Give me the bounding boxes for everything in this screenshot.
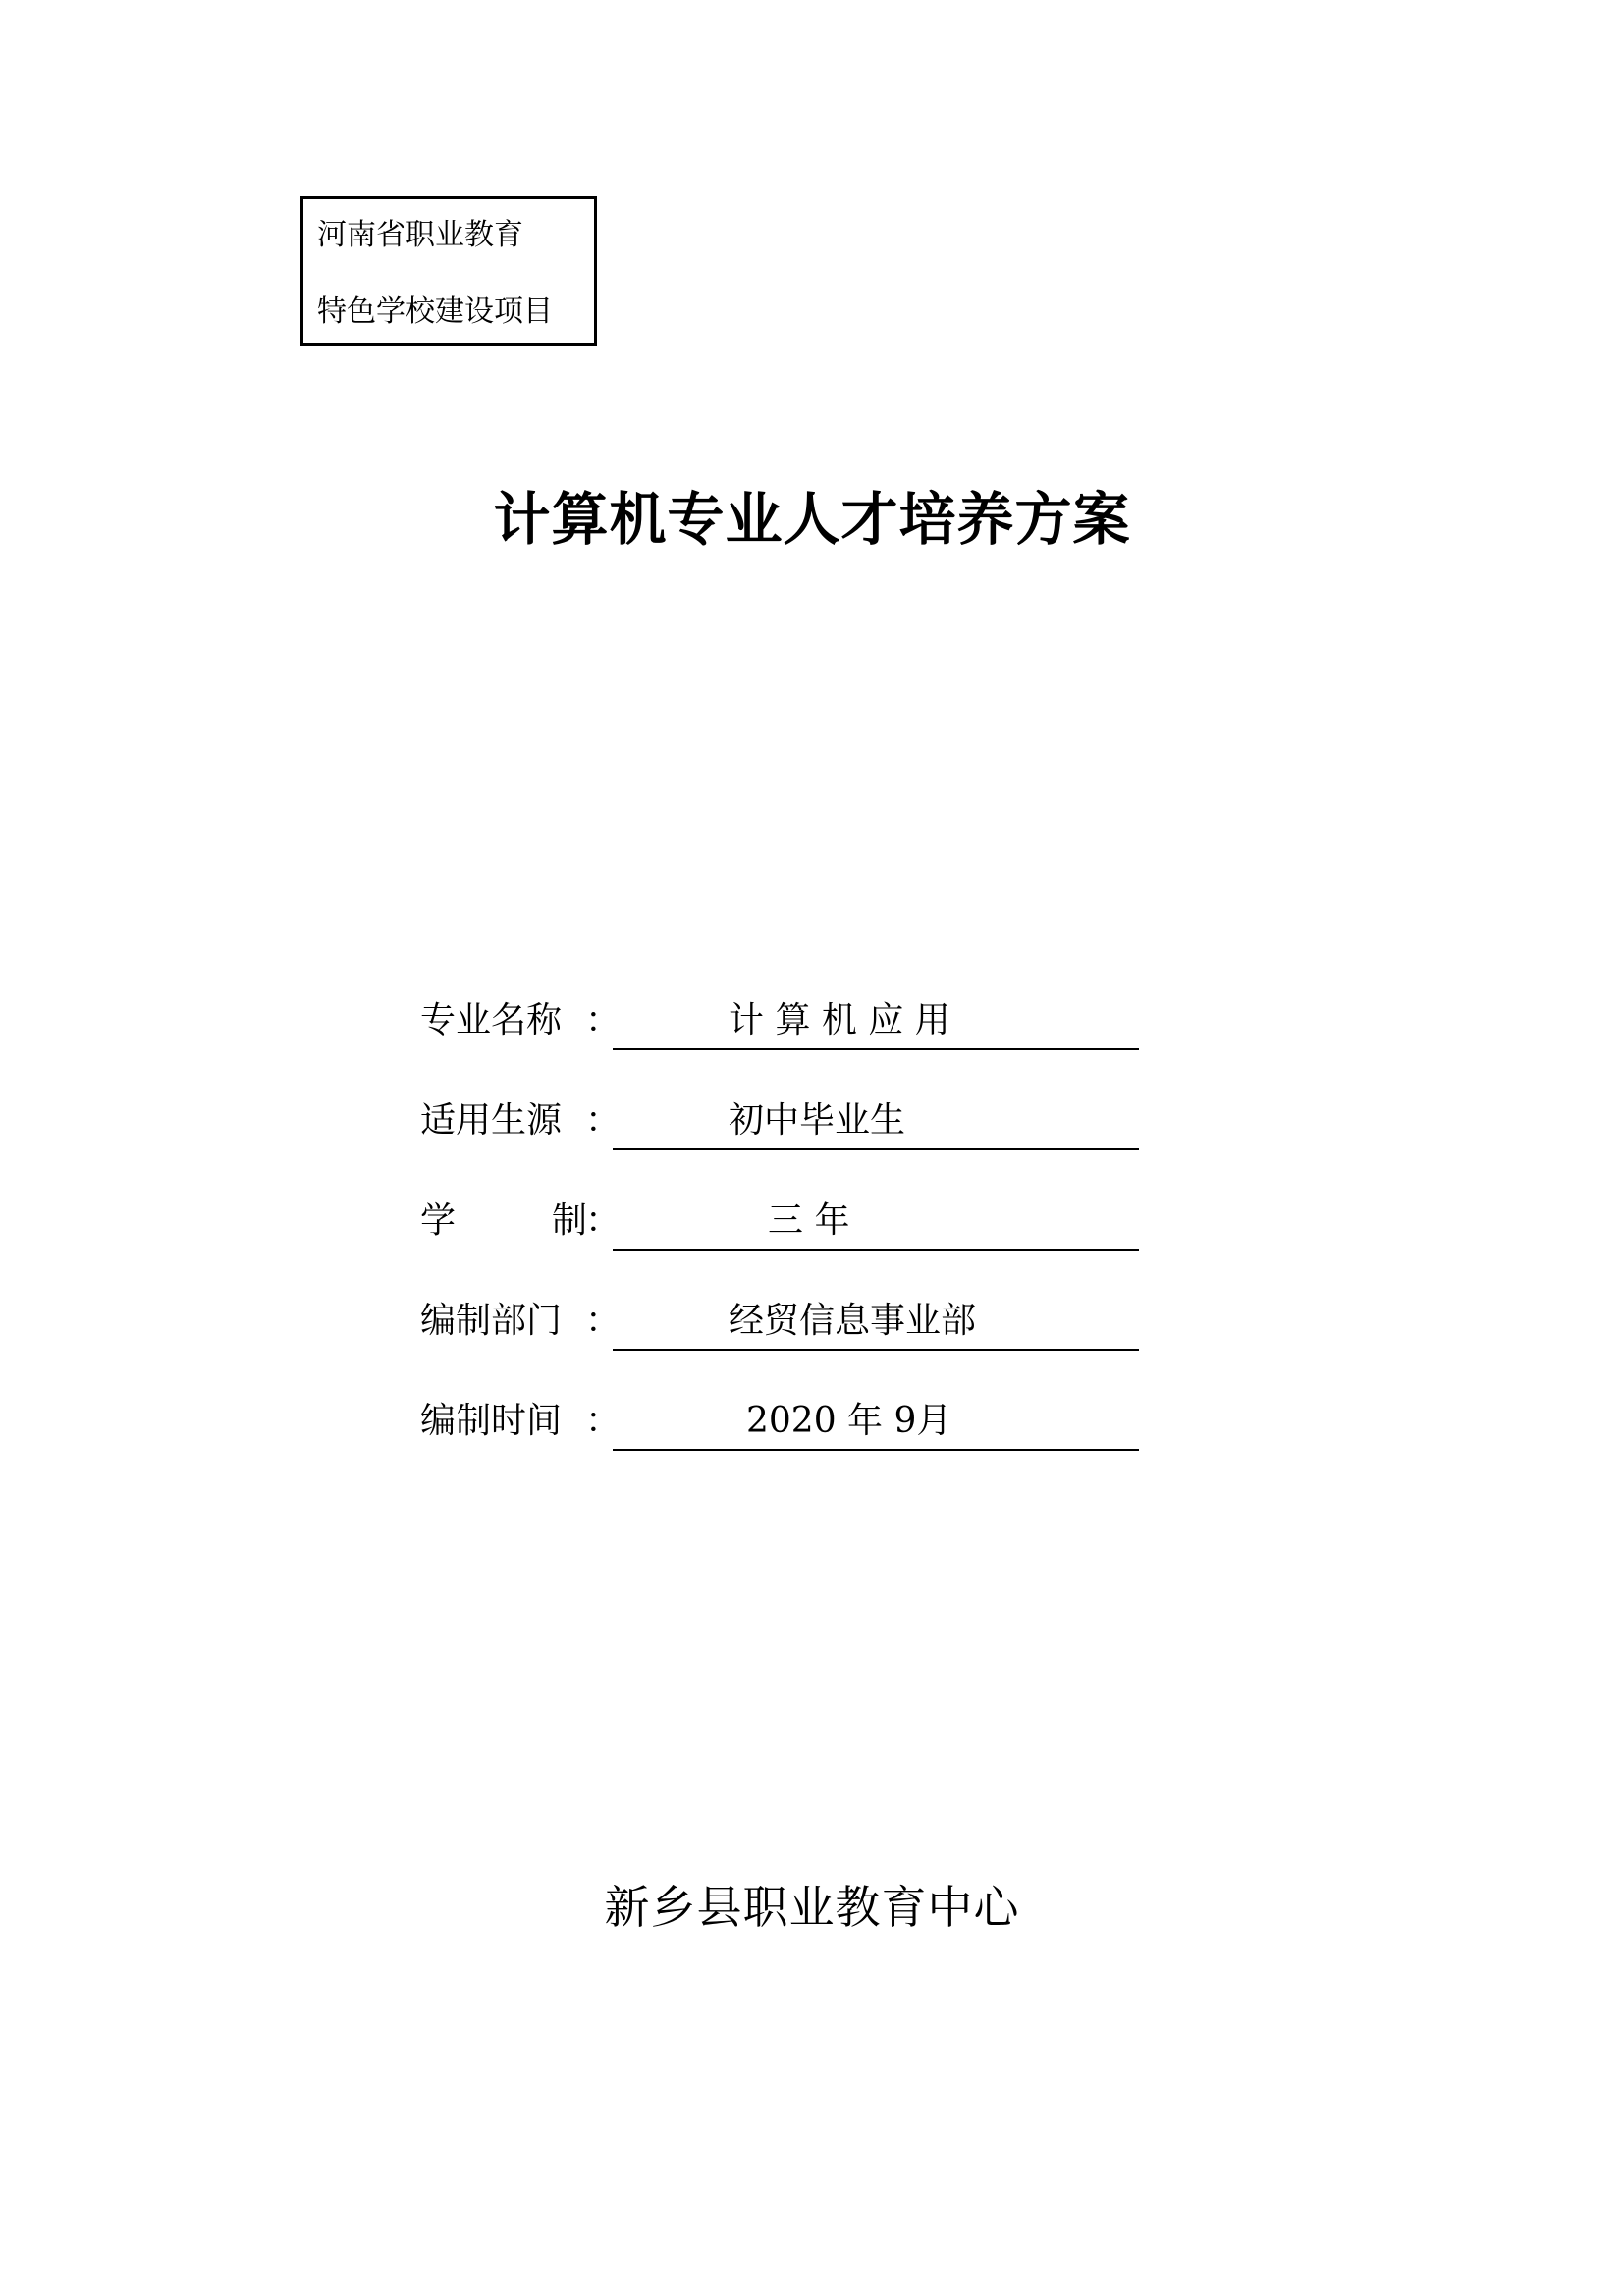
document-title: 计算机专业人才培养方案 [493,486,1131,553]
info-value-source: 初中毕业生 [729,1100,906,1141]
info-value-line [613,1203,1139,1251]
info-row-duration [420,1203,1137,1253]
info-label-date: 编制时间 [420,1401,563,1441]
info-value-department: 经贸信息事业部 [729,1301,977,1341]
info-value-line [613,1100,1139,1150]
info-value-line [613,1301,1139,1351]
info-row-source [420,1100,1137,1152]
info-value-line [613,1401,1139,1451]
info-row-major [420,1000,1137,1052]
info-label-major: 专业名称 [420,1000,563,1041]
info-colon: ： [585,1301,622,1341]
info-value-line [613,1000,1139,1050]
info-value-duration: 三 年 [768,1201,850,1241]
project-label-box [300,196,597,346]
info-colon: ： [585,1201,622,1241]
info-row-date [420,1401,1137,1453]
info-label-duration: 学制 [420,1201,587,1241]
info-value-date: 2020 年 9月 [746,1401,952,1441]
info-label-department: 编制部门 [420,1301,563,1341]
institution-name: 新乡县职业教育中心 [604,1881,1020,1934]
info-colon: ： [585,1401,622,1441]
project-box-line-1: 河南省职业教育 [317,218,523,252]
info-value-major: 计 算 机 应 用 [729,1000,950,1041]
project-box-line-2: 特色学校建设项目 [317,294,553,329]
info-colon: ： [585,1100,622,1141]
info-colon: ： [585,1000,622,1041]
info-label-source: 适用生源 [420,1100,563,1141]
info-row-department [420,1301,1137,1353]
